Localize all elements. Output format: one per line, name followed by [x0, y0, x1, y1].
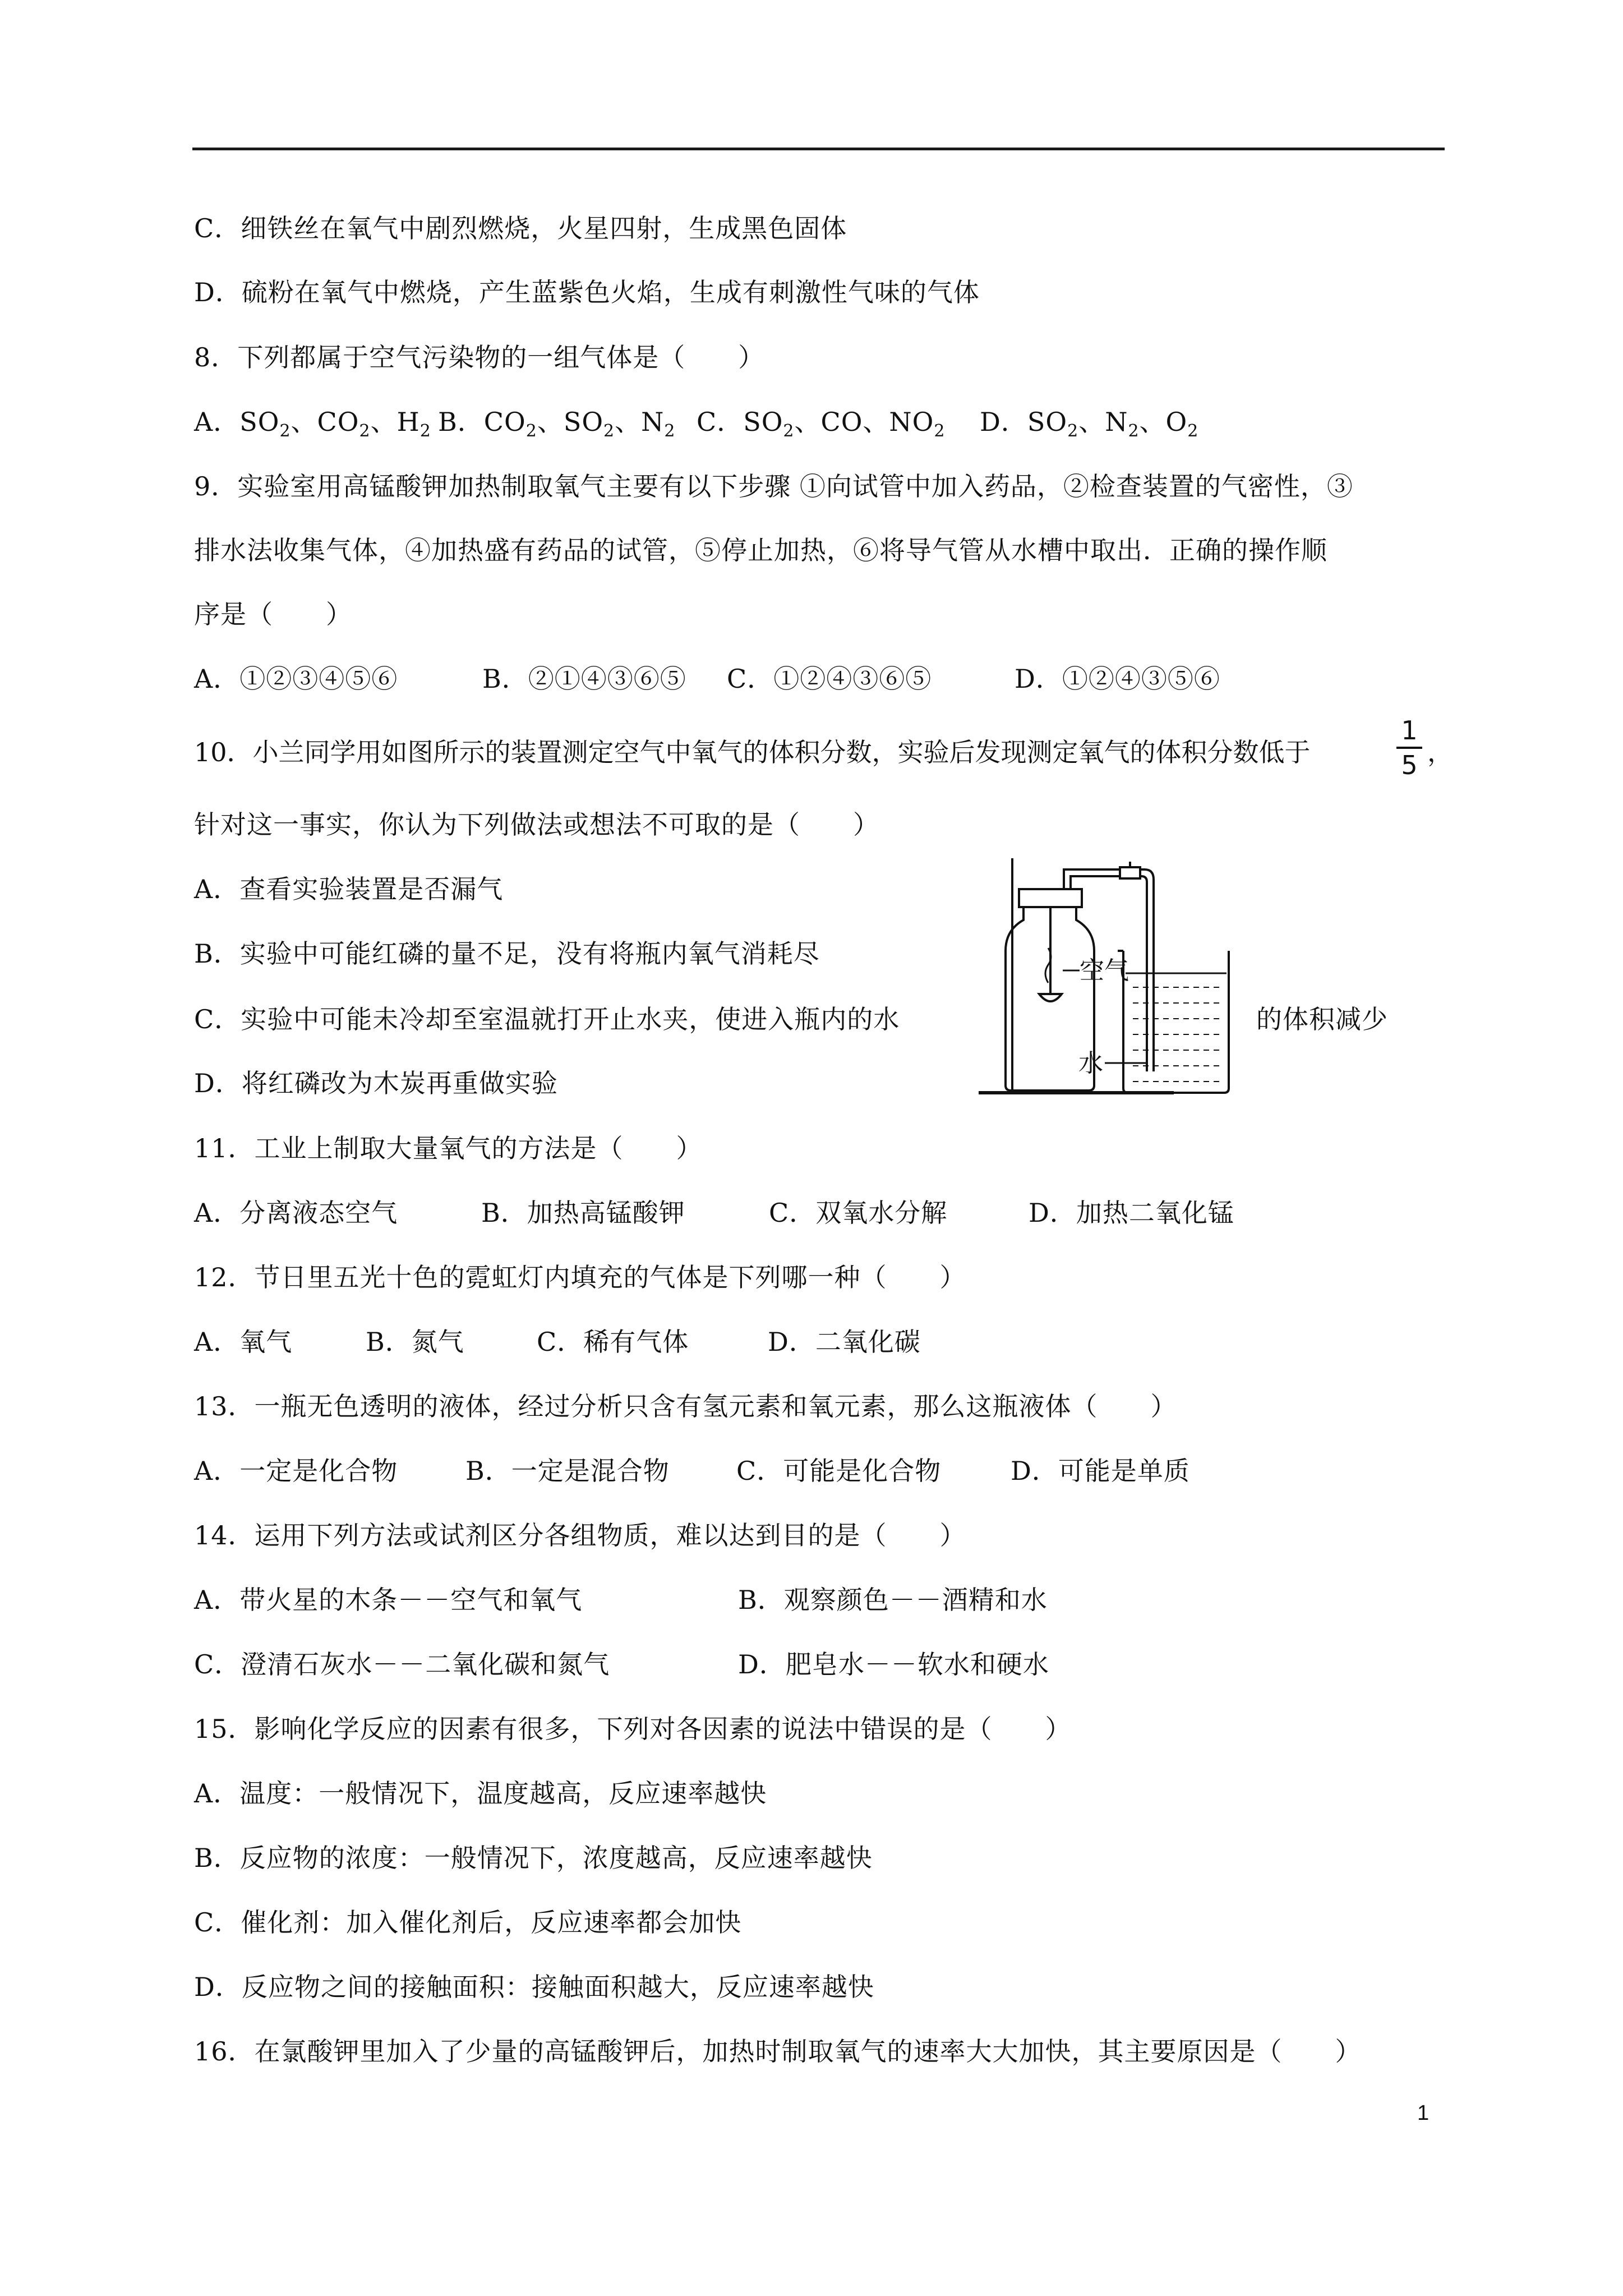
q12-option-a: A．氧气 — [194, 1327, 293, 1357]
q14-stem: 14．运用下列方法或试剂区分各组物质，难以达到目的是（ ） — [194, 1520, 966, 1550]
q8-option-a: A．$SO_2$、$CO_2$、$H_2$ — [194, 407, 431, 441]
combustion-spoon — [1039, 994, 1062, 1001]
q9-option-c: C．①②④③⑥⑤ — [727, 664, 932, 694]
q15-option-b: B．反应物的浓度：一般情况下，浓度越高，反应速率越快 — [194, 1843, 873, 1873]
q13-option-d: D．可能是单质 — [1011, 1456, 1190, 1486]
q15-option-c: C．催化剂：加入催化剂后，反应速率都会加快 — [194, 1907, 742, 1938]
fraction-one-fifth — [1396, 715, 1422, 780]
q9-option-d: D．①②④③⑤⑥ — [1015, 664, 1220, 694]
q9-stem-line2: 排水法收集气体，④加热盛有药品的试管，⑤停止加热，⑥将导气管从水槽中取出．正确的操作顺 — [194, 535, 1327, 565]
q9-stem-line1: 9．实验室用高锰酸钾加热制取氧气主要有以下步骤 ①向试管中加入药品，②检查装置的气密性，③ — [194, 471, 1353, 501]
q8-stem: 8．下列都属于空气污染物的一组气体是（ ） — [194, 342, 765, 372]
q11-options — [194, 1196, 1234, 1230]
q13-option-b: B．一定是混合物 — [465, 1456, 670, 1486]
q14-option-c: C．澄清石灰水－－二氧化碳和氮气 — [194, 1649, 610, 1680]
q14-options-row2 — [194, 1648, 1049, 1681]
q10-option-d: D．将红磷改为木炭再重做实验 — [194, 1068, 558, 1098]
fraction-numerator: 1 — [1401, 715, 1418, 746]
q10-option-b: B．实验中可能红磷的量不足，没有将瓶内氧气消耗尽 — [194, 938, 820, 969]
q15-option-a: A．温度：一般情况下，温度越高，反应速率越快 — [194, 1778, 767, 1809]
q12-option-b: B．氮气 — [366, 1327, 464, 1357]
air-label: 空气 — [1080, 956, 1129, 985]
q13-option-c: C．可能是化合物 — [736, 1456, 942, 1486]
q11-stem: 11．工业上制取大量氧气的方法是（ ） — [194, 1133, 703, 1163]
water-label: 水 — [1078, 1049, 1103, 1078]
q12-option-c: C．稀有气体 — [537, 1327, 689, 1357]
q11-option-a: A．分离液态空气 — [194, 1198, 398, 1228]
q13-option-a: A．一定是化合物 — [194, 1456, 398, 1486]
header-rule — [192, 148, 1445, 150]
q15-option-d: D．反应物之间的接触面积：接触面积越大，反应速率越快 — [194, 1972, 874, 2002]
q9-option-b: B．②①④③⑥⑤ — [482, 664, 686, 694]
q12-options — [194, 1325, 921, 1359]
q16-stem: 16．在氯酸钾里加入了少量的高锰酸钾后，加热时制取氧气的速率大大加快，其主要原因是（ ） — [194, 2036, 1362, 2067]
q14-option-a: A．带火星的木条－－空气和氧气 — [194, 1585, 583, 1615]
q11-option-c: C．双氧水分解 — [769, 1198, 948, 1228]
q9-option-a: A．①②③④⑤⑥ — [194, 664, 398, 694]
fraction-bar — [1396, 747, 1422, 749]
q12-option-d: D．二氧化碳 — [768, 1327, 921, 1357]
page-number: 1 — [1417, 2101, 1430, 2125]
q15-stem: 15．影响化学反应的因素有很多，下列对各因素的说法中错误的是（ ） — [194, 1714, 1072, 1744]
q7-option-d: D．硫粉在氧气中燃烧，产生蓝紫色火焰，生成有刺激性气味的气体 — [194, 277, 980, 307]
bottle-stopper — [1019, 889, 1082, 907]
beaker — [1118, 951, 1229, 1093]
q8-option-c: C．$SO_2$、CO、$NO_2$ — [697, 407, 946, 441]
q7-option-c: C．细铁丝在氧气中剧烈燃烧，火星四射，生成黑色固体 — [194, 213, 847, 243]
q8-option-b: B．$CO_2$、$SO_2$、$N_2$ — [438, 407, 676, 441]
q10-option-a: A．查看实验装置是否漏气 — [194, 874, 504, 904]
q14-options-row1 — [194, 1583, 1048, 1617]
apparatus-diagram — [979, 858, 1388, 1105]
q9-options — [194, 662, 1220, 696]
fraction-denominator: 5 — [1401, 750, 1418, 780]
q12-stem: 12．节日里五光十色的霓虹灯内填充的气体是下列哪一种（ ） — [194, 1262, 966, 1292]
q10-stem-line1: 10．小兰同学用如图所示的装置测定空气中氧气的体积分数，实验后发现测定氧气的体积分数低于 — [194, 737, 1311, 767]
q8-options — [194, 405, 1198, 439]
q8-option-d: D．$SO_2$、$N_2$、$O_2$ — [980, 407, 1199, 441]
q10-comma: ， — [1427, 737, 1454, 767]
q11-option-b: B．加热高锰酸钾 — [481, 1198, 685, 1228]
q14-option-b: B．观察颜色－－酒精和水 — [738, 1585, 1048, 1615]
q10-option-c: C．实验中可能未冷却至室温就打开止水夹，使进入瓶内的水 — [194, 1004, 900, 1034]
q11-option-d: D．加热二氧化锰 — [1029, 1198, 1234, 1228]
q14-option-d: D．肥皂水－－软水和硬水 — [738, 1649, 1049, 1680]
q9-stem-line3: 序是（ ） — [194, 599, 352, 629]
q10-option-c-tail: 的体积减少 — [1256, 1004, 1388, 1034]
q13-stem: 13．一瓶无色透明的液体，经过分析只含有氢元素和氧元素，那么这瓶液体（ ） — [194, 1391, 1177, 1421]
q13-options — [194, 1454, 1190, 1488]
water-stop-clamp — [1120, 867, 1140, 878]
beaker-wall — [1123, 951, 1229, 1093]
q10-stem-line2: 针对这一事实，你认为下列做法或想法不可取的是（ ） — [194, 809, 879, 840]
